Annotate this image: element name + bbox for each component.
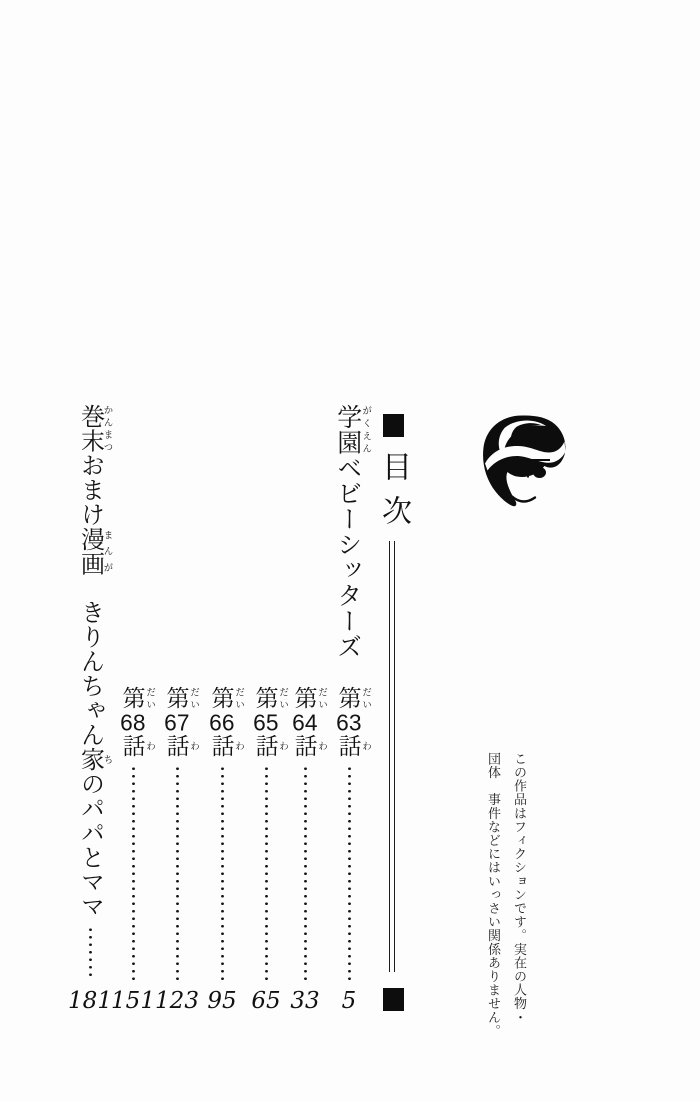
publisher-face-logo xyxy=(478,412,566,513)
header-bottom-square xyxy=(383,988,404,1011)
dot-leader xyxy=(348,765,351,980)
dot-leader xyxy=(176,765,179,980)
chapter-label: 第だい65話わ xyxy=(252,686,289,758)
omake-label: 巻末かんまつおまけ漫画まんが きりんちゃん家ちのパパとママ xyxy=(76,404,113,919)
toc-entry-ch63 xyxy=(327,686,371,1014)
dot-leader xyxy=(265,765,268,980)
fiction-disclaimer: この作品はフィクションです。実在の人物・ 団体 事件などにはいっさい関係ありません。 xyxy=(486,752,527,1038)
toc-entry-ch65 xyxy=(244,686,288,1014)
page-number: 123 xyxy=(155,988,199,1014)
dot-leader xyxy=(304,765,307,980)
header-top-square xyxy=(383,414,404,437)
dot-leader xyxy=(89,926,92,981)
series-title: 学園がくえんベビーシッターズ xyxy=(333,404,372,659)
page-number: 181 xyxy=(68,988,112,1014)
toc-entry-ch66 xyxy=(200,686,244,1014)
page-number: 151 xyxy=(111,988,155,1014)
page-title: 目次 xyxy=(377,451,410,539)
series-title-furigana: 学園がくえん xyxy=(333,404,372,455)
page-number: 95 xyxy=(207,988,237,1014)
page-number: 5 xyxy=(341,988,357,1014)
divider-double-line xyxy=(389,541,395,972)
toc-entry-ch68 xyxy=(111,686,155,1014)
page-number: 65 xyxy=(251,988,281,1014)
toc-entry-ch64 xyxy=(283,686,327,1014)
chapter-label: 第だい64話わ xyxy=(291,686,328,758)
page-number: 33 xyxy=(290,988,320,1014)
chapter-label: 第だい68話わ xyxy=(119,686,156,758)
chapter-label: 第だい67話わ xyxy=(163,686,200,758)
chapter-label: 第だい66話わ xyxy=(208,686,245,758)
toc-entry-omake xyxy=(68,404,112,1014)
dot-leader xyxy=(132,765,135,980)
chapter-label: 第だい63話わ xyxy=(335,686,372,758)
dot-leader xyxy=(221,765,224,980)
toc-entry-ch67 xyxy=(155,686,199,1014)
